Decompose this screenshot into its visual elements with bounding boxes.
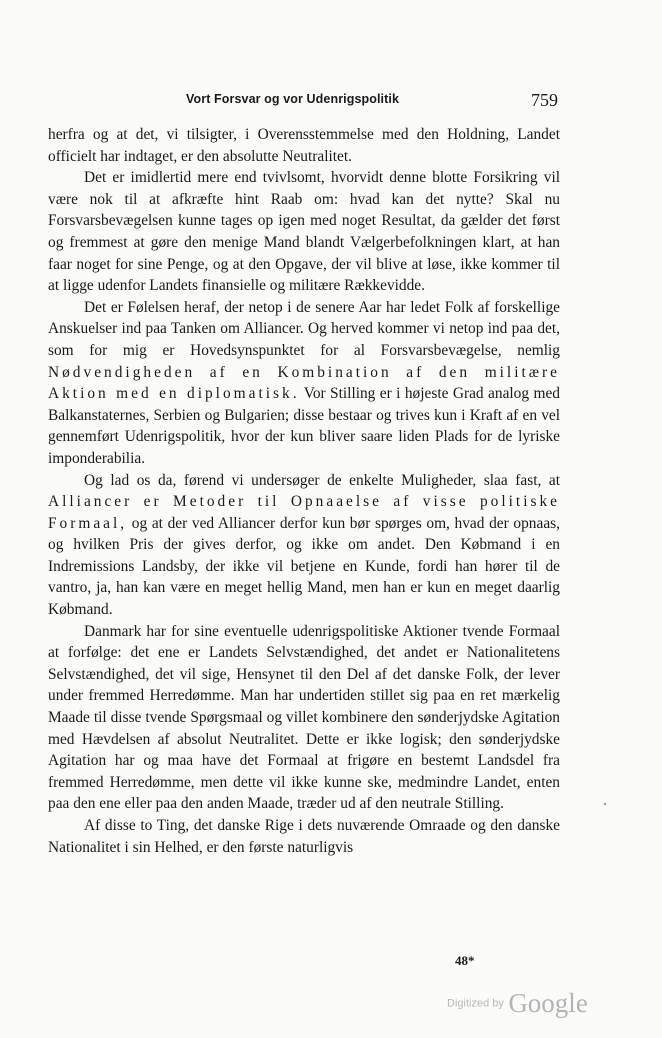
running-title: Vort Forsvar og vor Udenrigspolitik [186,92,400,106]
paragraph-4-text-a: Og lad os da, førend vi undersøger de enkelte Muligheder, slaa fast, at [84,471,560,489]
google-logo: Google [508,988,588,1018]
digitized-by-label: Digitized by [447,997,504,1010]
paragraph-2: Det er imidlertid mere end tvivlsomt, hvorvidt denne blotte Forsikring vil være nok til at afkræfte hint Raab om: hvad kan det nytte? Skal nu Forsvarsbevægelsen kunne tages op igen med noget Resultat, da gælder det først og fremmest at gøre den menige Mand blandt Vælgerbefolkningen klart, at han faar noget for sine Penge, og at den Opgave, der vil blive at løse, ikke kommer til at ligge udenfor Landets finansielle og militære Rækkevidde. [48,169,560,295]
paragraph-3-text-a: Det er Følelsen heraf, der netop i de senere Aar har ledet Folk af forskellige Anskuelser ind paa Tanken om Alliancer. Og herved kommer vi netop ind paa det, som for mig er Hovedsynspunktet for al Forsvarsbevægelse, nemlig [48,298,560,359]
spaced-emphasis-alliances: Alliancer er Metoder til Opnaaelse af visse politiske Formaal, [48,493,560,532]
paragraph-4 [48,470,560,621]
digitized-watermark [447,988,588,1019]
paragraph-3-text-c: Vor Stilling er i højeste Grad analog med Balkanstaternes, Serbien og Bulgarien; disse bestaar og trives kun i Kraft af en vel gennemført Udenrigspolitik, hvor der kun bliver saare liden Plads for de lyriske imponderabilia. [48,385,560,467]
paragraph-4-text-c: og at der ved Alliancer derfor kun bør spørges om, hvad der opnaas, og hvilken Pris der gives derfor, og ikke om andet. Den Købmand i en Indremissions Landsby, der ikke vil betjene en Kunde, fordi han hører til de vantro, ja, han kan være en meget hellig Mand, men han er kun en meget daarlig Købmand. [48,514,560,619]
spaced-emphasis-necessity: Nødvendigheden af en Kombination af den militære Aktion med en diplomatisk. [48,363,560,403]
signature-mark: 48* [455,953,475,968]
scan-speck [604,803,606,805]
paragraph-6: Af disse to Ting, det danske Rige i dets nuværende Omraade og den danske Nationalitet i sin Helhed, er den første naturligvis [48,817,560,856]
paragraph-3 [48,297,560,470]
running-header [48,88,560,114]
paragraph-1: herfra og at det, vi tilsigter, i Overensstemmelse med den Holdning, Landet officielt har indtaget, er den absolutte Neutralitet. [48,126,560,165]
paragraph-5: Danmark har for sine eventuelle udenrigspolitiske Aktioner tvende Formaal at forfølge: det ene er Landets Selvstændighed, det andet er Nationalitetens Selvstændighed, det vil sige, Hensynet til den Del af det danske Folk, der lever under fremmed Herredømme. Man har undertiden stillet sig paa en ret mærkelig Maade til disse tvende Spørgsmaal og villet kombinere den sønderjydske Agitation med Hævdelsen af absolut Neutralitet. Dette er ikke logisk; den sønderjydske Agitation har og maa have det Formaal at frigøre en bestemt Landsdel fra fremmed Herredømme, men dette vil ikke kunne ske, medmindre Landet, enten paa den ene eller paa den anden Maade, træder ud af den neutrale Stilling. [48,622,560,813]
page-number: 759 [531,90,558,110]
body-text [48,124,560,858]
